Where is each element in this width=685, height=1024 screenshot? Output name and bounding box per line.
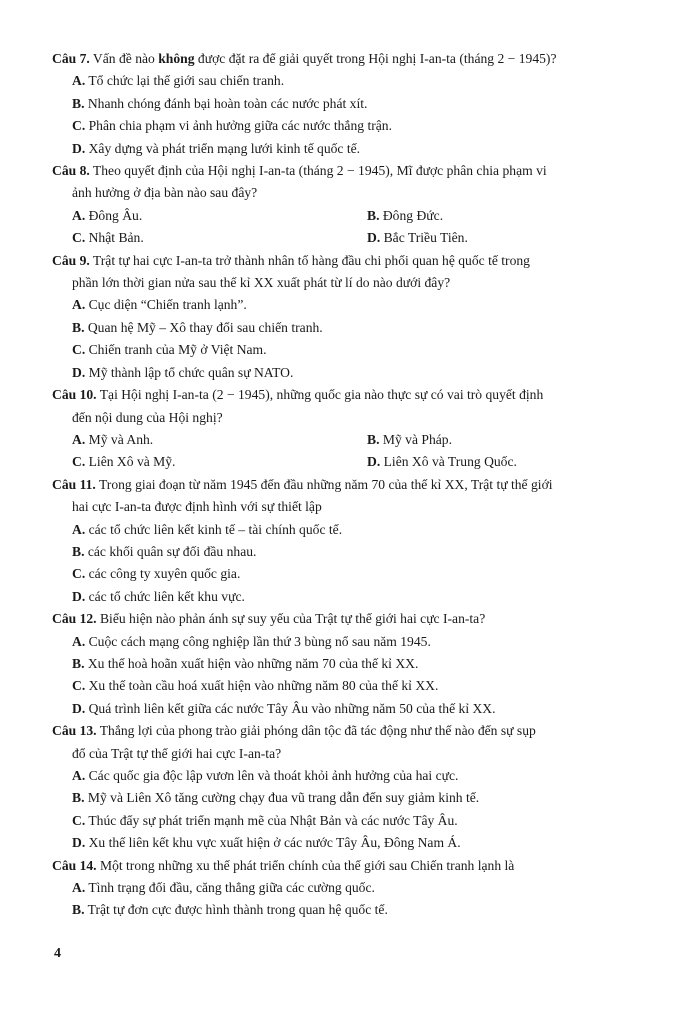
option-letter: C. <box>72 566 86 582</box>
question-stem <box>52 160 662 182</box>
option-b <box>52 653 662 675</box>
stem-text: Tại Hội nghị I-an-ta (2 − 1945), những quốc gia nào thực sự có vai trò quyết định <box>96 387 544 403</box>
question-label: Câu 9. <box>52 252 90 268</box>
option-text: Cuộc cách mạng công nghiệp lần thứ 3 bùng nổ sau năm 1945. <box>85 633 431 649</box>
question-stem <box>52 48 662 70</box>
option-letter: B. <box>72 655 85 671</box>
stem-text: đến nội dung của Hội nghị? <box>72 409 223 425</box>
page-number: 4 <box>54 946 61 961</box>
option-text: Quan hệ Mỹ – Xô thay đổi sau chiến tranh. <box>84 319 323 335</box>
option-a <box>52 631 662 653</box>
question-label: Câu 12. <box>52 611 97 627</box>
option-row <box>52 205 662 227</box>
option-letter: B. <box>72 319 85 335</box>
option-letter: A. <box>72 207 86 223</box>
option-text: Tổ chức lại thế giới sau chiến tranh. <box>85 73 285 89</box>
option-text: Bắc Triều Tiên. <box>380 230 468 246</box>
option-a <box>72 205 367 227</box>
option-text: Mỹ thành lập tổ chức quân sự NATO. <box>85 364 294 380</box>
stem-text: Một trong những xu thế phát triển chính của thế giới sau Chiến tranh lạnh là <box>96 857 515 873</box>
question-stem-cont <box>52 182 662 204</box>
option-letter: D. <box>72 140 86 156</box>
option-c <box>72 451 367 473</box>
option-b <box>52 787 662 809</box>
option-text: Tình trạng đối đầu, căng thẳng giữa các cường quốc. <box>85 880 375 896</box>
stem-text: đổ của Trật tự thế giới hai cực I-an-ta? <box>72 745 282 761</box>
option-letter: D. <box>367 454 381 470</box>
option-text: các tổ chức liên kết khu vực. <box>85 588 245 604</box>
stem-text: Vấn đề nào <box>89 51 159 66</box>
option-text: Nhanh chóng đánh bại hoàn toàn các nước phát xít. <box>84 95 368 111</box>
option-letter: D. <box>72 700 86 716</box>
option-letter: A. <box>72 297 86 313</box>
option-letter: B. <box>72 902 85 918</box>
question-9 <box>52 250 662 384</box>
option-a <box>52 70 662 92</box>
option-a <box>52 765 662 787</box>
question-stem-cont <box>52 743 662 765</box>
option-d <box>52 362 662 384</box>
option-d <box>367 451 662 473</box>
option-letter: D. <box>367 230 381 246</box>
question-list <box>52 48 662 922</box>
option-a <box>52 877 662 899</box>
option-text: Mỹ và Anh. <box>85 431 154 447</box>
option-a <box>52 294 662 316</box>
option-letter: A. <box>72 768 86 783</box>
option-text: Thúc đẩy sự phát triển mạnh mẽ của Nhật Bản và các nước Tây Âu. <box>85 812 458 828</box>
question-10 <box>52 384 662 474</box>
option-letter: A. <box>72 73 86 89</box>
option-d <box>52 138 662 160</box>
question-8 <box>52 160 662 250</box>
option-text: Các quốc gia độc lập vươn lên và thoát khỏi ảnh hưởng của hai cực. <box>85 768 459 783</box>
option-letter: B. <box>72 95 85 111</box>
option-d <box>52 586 662 608</box>
option-d <box>52 832 662 854</box>
option-letter: A. <box>72 633 86 649</box>
option-c <box>72 227 367 249</box>
option-text: Mỹ và Liên Xô tăng cường chạy đua vũ trang dẫn đến suy giảm kinh tế. <box>84 790 480 806</box>
option-row <box>52 451 662 473</box>
stem-text: được đặt ra để giải quyết trong Hội nghị I-an-ta (tháng 2 − 1945)? <box>194 51 557 66</box>
question-12 <box>52 608 662 720</box>
question-label: Câu 13. <box>52 723 97 739</box>
question-stem <box>52 855 662 877</box>
stem-text: hai cực I-an-ta được định hình với sự thiết lập <box>72 499 322 515</box>
option-row <box>52 227 662 249</box>
question-label: Câu 7. <box>52 51 90 66</box>
option-a <box>52 519 662 541</box>
option-text: Trật tự đơn cực được hình thành trong quan hệ quốc tế. <box>84 902 388 918</box>
option-a <box>72 429 367 451</box>
question-stem-cont <box>52 496 662 518</box>
stem-text: ảnh hưởng ở địa bàn nào sau đây? <box>72 185 258 201</box>
stem-text: phần lớn thời gian nửa sau thế kỉ XX xuất phát từ lí do nào dưới đây? <box>72 275 451 291</box>
option-text: Cục diện “Chiến tranh lạnh”. <box>85 297 247 313</box>
stem-emphasis: không <box>158 51 195 66</box>
option-letter: B. <box>72 543 85 559</box>
question-label: Câu 11. <box>52 476 96 492</box>
option-letter: C. <box>72 230 86 246</box>
question-label: Câu 14. <box>52 857 97 873</box>
option-letter: B. <box>367 431 380 447</box>
option-b <box>52 317 662 339</box>
stem-text: Trong giai đoạn từ năm 1945 đến đầu những năm 70 của thế kỉ XX, Trật tự thế giới <box>95 476 553 492</box>
option-letter: A. <box>72 431 86 447</box>
option-c <box>52 675 662 697</box>
option-letter: C. <box>72 118 86 134</box>
option-text: Phân chia phạm vi ảnh hưởng giữa các nước thắng trận. <box>85 118 392 134</box>
question-7 <box>52 48 662 160</box>
question-13 <box>52 720 662 854</box>
question-14 <box>52 855 662 922</box>
option-b <box>367 205 662 227</box>
option-text: Xu thế liên kết khu vực xuất hiện ở các nước Tây Âu, Đông Nam Á. <box>85 835 461 851</box>
stem-text: Thắng lợi của phong trào giải phóng dân tộc đã tác động như thế nào đến sự sụp <box>96 723 536 739</box>
option-text: Mỹ và Pháp. <box>379 431 452 447</box>
option-letter: D. <box>72 588 86 604</box>
option-text: Xu thế hoà hoãn xuất hiện vào những năm 70 của thế kỉ XX. <box>84 655 419 671</box>
question-11 <box>52 474 662 608</box>
option-text: Chiến tranh của Mỹ ở Việt Nam. <box>85 342 267 358</box>
option-d <box>367 227 662 249</box>
question-label: Câu 8. <box>52 163 90 179</box>
stem-text: Trật tự hai cực I-an-ta trở thành nhân tố hàng đầu chi phối quan hệ quốc tế trong <box>89 252 530 268</box>
option-text: các công ty xuyên quốc gia. <box>85 566 241 582</box>
option-letter: A. <box>72 880 86 896</box>
option-letter: D. <box>72 835 86 851</box>
question-stem <box>52 384 662 406</box>
option-c <box>52 115 662 137</box>
option-letter: A. <box>72 521 86 537</box>
question-stem <box>52 608 662 630</box>
question-stem-cont <box>52 272 662 294</box>
option-letter: B. <box>367 207 380 223</box>
question-label: Câu 10. <box>52 387 97 403</box>
option-c <box>52 339 662 361</box>
option-d <box>52 698 662 720</box>
option-text: các khối quân sự đối đầu nhau. <box>84 543 257 559</box>
option-text: Xây dựng và phát triển mạng lưới kinh tế quốc tế. <box>85 140 361 156</box>
option-row <box>52 429 662 451</box>
question-stem <box>52 250 662 272</box>
option-b <box>52 541 662 563</box>
option-text: các tổ chức liên kết kinh tế – tài chính quốc tế. <box>85 521 343 537</box>
question-stem <box>52 474 662 496</box>
stem-text: Theo quyết định của Hội nghị I-an-ta (tháng 2 − 1945), Mĩ được phân chia phạm vi <box>89 163 547 179</box>
option-text: Xu thế toàn cầu hoá xuất hiện vào những năm 80 của thế kỉ XX. <box>85 678 439 694</box>
option-letter: C. <box>72 812 86 828</box>
option-text: Liên Xô và Trung Quốc. <box>380 454 517 470</box>
option-letter: B. <box>72 790 85 806</box>
option-c <box>52 563 662 585</box>
option-letter: C. <box>72 454 86 470</box>
question-stem <box>52 720 662 742</box>
option-letter: D. <box>72 364 86 380</box>
option-text: Đông Đức. <box>379 207 444 223</box>
option-letter: C. <box>72 678 86 694</box>
stem-text: Biểu hiện nào phản ánh sự suy yếu của Trật tự thế giới hai cực I-an-ta? <box>96 611 486 627</box>
option-letter: C. <box>72 342 86 358</box>
option-b <box>367 429 662 451</box>
option-b <box>52 899 662 921</box>
option-text: Đông Âu. <box>85 207 143 223</box>
option-b <box>52 93 662 115</box>
question-stem-cont <box>52 407 662 429</box>
option-c <box>52 810 662 832</box>
option-text: Liên Xô và Mỹ. <box>85 454 176 470</box>
option-text: Nhật Bản. <box>85 230 144 246</box>
option-text: Quá trình liên kết giữa các nước Tây Âu vào những năm 50 của thế kỉ XX. <box>85 700 496 716</box>
